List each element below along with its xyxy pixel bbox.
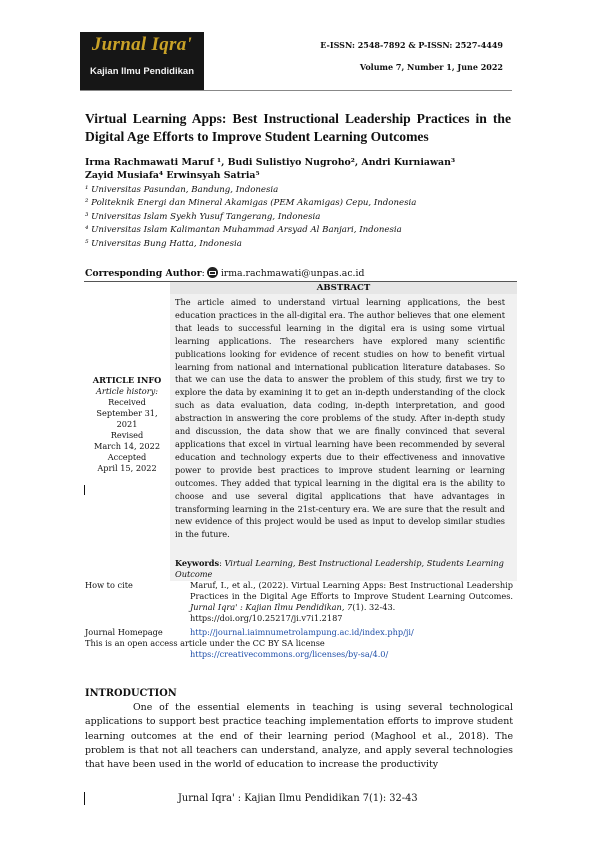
introduction-heading: INTRODUCTION	[85, 688, 177, 699]
affiliation: ³ Universitas Islam Syekh Yusuf Tangerang, Indonesia	[85, 211, 321, 222]
article-history-label: Article history:	[96, 386, 158, 396]
affiliation: ⁵ Universitas Bung Hatta, Indonesia	[85, 238, 242, 249]
affiliation: ¹ Universitas Pasundan, Bandung, Indonesia	[85, 185, 279, 195]
citation-journal: Jurnal Iqra' : Kajian Ilmu Pendidikan, 7	[190, 602, 353, 612]
issn-line: E-ISSN: 2548-7892 & P-ISSN: 2527-4449	[320, 40, 503, 50]
email-icon	[207, 267, 218, 278]
author-line: Zayid Musiafa⁴ Erwinsyah Satria⁵	[85, 169, 260, 181]
open-access-note: This is an open access article under the CC BY SA license	[85, 638, 325, 648]
affiliation: ² Politeknik Energi dan Mineral Akamigas (PEM Akamigas) Cepu, Indonesia	[85, 198, 417, 209]
accepted-label: Accepted	[107, 452, 147, 462]
license-link[interactable]: https://creativecommons.org/licenses/by-sa/4.0/	[190, 649, 389, 659]
journal-homepage-label: Journal Homepage	[85, 627, 163, 637]
abstract-text: The article aimed to understand virtual learning applications, the best education practices in the all-digital era. The author believes that one element that leads to successful learning in the digital era is using some virtual learning applications. The researchers have explored many scientific publications looking for evidence of recent studies on how to benefit virtual learning from national and international publication literature databases. So that we can use the data to answer the problem of this study, first we try to explore the data by examining it to get an in-depth understanding of the clock such as data evaluation, data coding, in-depth interpretation, and good abstraction in answering the core problems of the study. After in-depth study and discussion, the data show that we are finally convinced that several applications that excel in virtual learning have been recommended by several education and technology experts due to their effectiveness and innovative power to provide best practices to improve student learning or learning outcomes. They added that typical learning in the digital era is the ability to choose and use several digital applications that have advantages in transforming learning in the 21st-century era. We are sure that the result and new evidence of this project would be used as input to develop similar studies in the future.	[175, 297, 505, 540]
journal-logo	[80, 32, 204, 90]
article-title: Virtual Learning Apps: Best Instructional Leadership Practices in the Digital Age Efforts to Improve Student Learning Outcomes	[85, 111, 511, 144]
author-line: Irma Rachmawati Maruf ¹, Budi Sulistiyo Nugroho², Andri Kurniawan³	[85, 157, 456, 168]
article-info-heading: ARTICLE INFO	[92, 375, 162, 385]
abstract-heading: ABSTRACT	[170, 282, 517, 294]
affiliation: ⁴ Universitas Islam Kalimantan Muhammad Arsyad Al Banjari, Indonesia	[85, 225, 402, 236]
keywords-label: Keywords	[175, 558, 220, 568]
revised-label: Revised	[110, 430, 144, 440]
logo-title: Jurnal Iqra'	[91, 34, 193, 55]
journal-homepage-link[interactable]: http://journal.iaimnumetrolampung.ac.id/index.php/ji/	[190, 627, 414, 637]
revised-date: March 14, 2022	[93, 441, 161, 451]
citation-pages: (1). 32-43.	[352, 602, 396, 612]
article-info	[86, 375, 168, 474]
volume-line: Volume 7, Number 1, June 2022	[359, 62, 503, 72]
corresponding-author: Corresponding Author: irma.rachmawati@unpas.ac.id	[85, 268, 365, 279]
received-date: September 31, 2021	[96, 408, 158, 429]
citation-line: Maruf, I., et al., (2022). Virtual Learning Apps: Best Instructional Leadership Practices in the Digital Age Efforts to Improve Student Learning Outcomes.	[190, 580, 513, 601]
how-to-cite-label: How to cite	[85, 580, 133, 590]
introduction-paragraph: One of the essential elements in teaching is using several technological applications to support best practice teaching implementation efforts to improve student learning outcomes at the end of their learning period (Maghool et al., 2018). The problem is that not all teachers can understand, analyze, and apply several technologies that have been used in the world of education to increase the productivity	[85, 702, 513, 771]
citation-doi[interactable]: https://doi.org/10.25217/ji.v7i1.2187	[190, 613, 343, 623]
header-divider	[80, 90, 512, 91]
keywords-value: Virtual Learning, Best Instructional Leadership, Students Learning Outcome	[175, 558, 504, 579]
received-label: Received	[108, 397, 146, 407]
citation-text	[190, 580, 513, 624]
keywords: Keywords: Virtual Learning, Best Instructional Leadership, Students Learning Outcome	[175, 558, 504, 579]
introduction-text	[85, 701, 513, 772]
author-list	[85, 157, 515, 182]
accepted-date: April 15, 2022	[97, 463, 157, 473]
footer-mark	[84, 792, 85, 805]
margin-mark	[84, 485, 85, 495]
affiliation-list	[85, 184, 515, 251]
corresponding-email[interactable]: irma.rachmawati@unpas.ac.id	[220, 268, 365, 279]
page-footer: Jurnal Iqra' : Kajian Ilmu Pendidikan 7(1): 32-43	[178, 793, 418, 804]
corresponding-label: Corresponding Author	[85, 268, 202, 279]
logo-subtitle: Kajian Ilmu Pendidikan	[90, 66, 194, 77]
